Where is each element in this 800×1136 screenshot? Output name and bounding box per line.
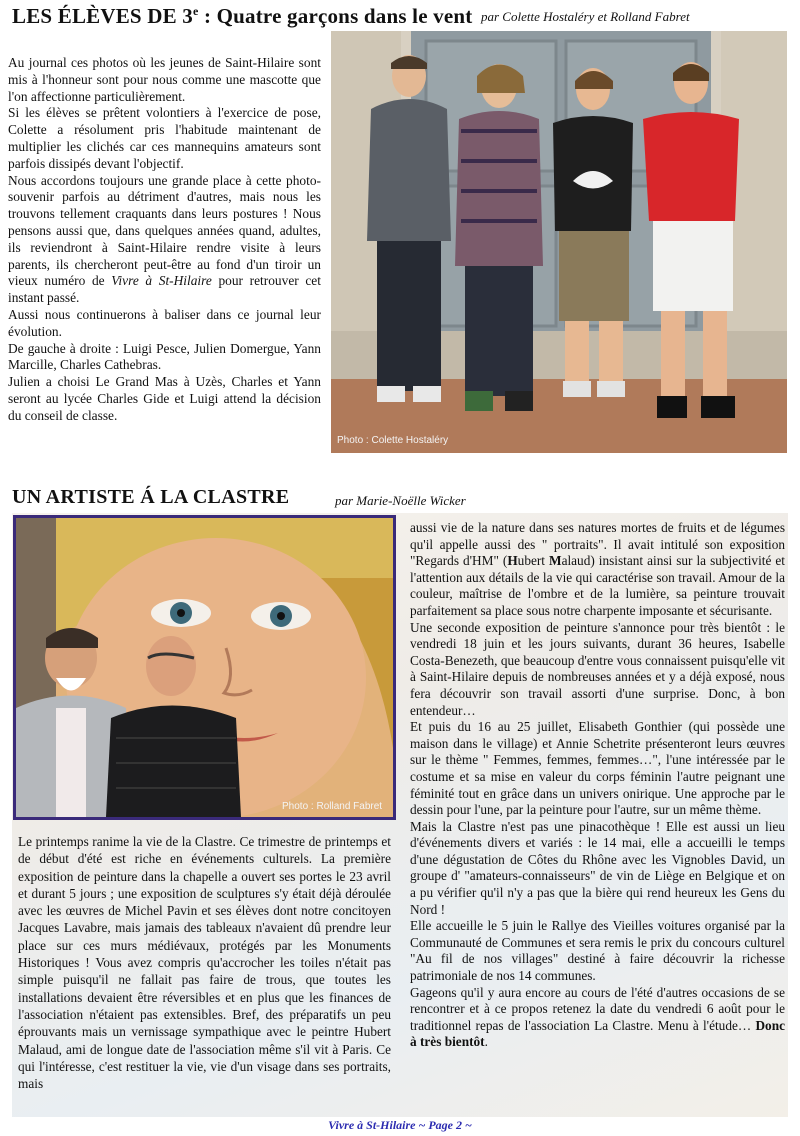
article2-paragraph: Une seconde exposition de peinture s'annonce pour très bientôt : le vendredi 18 juin et les jours suivants, durant 36 heures, Isabelle Costa-Benezeth, que beaucoup d'entre vous connaissent puisqu'elle vit à Saint-Hilaire depuis de nombreuses années et y a déjà exposé, nous fera découvrir son travail assorti d'une surprise. Donc, à bon entendeur… — [410, 619, 785, 718]
photo-credit: Photo : Colette Hostaléry — [337, 435, 449, 446]
article2-paragraph: aussi vie de la nature dans ses natures mortes de fruits et de légumes qu'il appelle aussi des " portraits". Il avait intitulé son exposition "Regards d'HM" (Hubert Malaud) insistant ainsi sur la subjectivité et l'attention aux détails de la vie qui caractérise son travail. Amour de la couleur, maîtrise de l'ombre et de la lumière, sa peinture trouvait parfaitement sa place sous notre charpente imposante et sécurisante. — [410, 520, 785, 618]
article1-paragraph: Aussi nous continuerons à baliser dans ce journal leur évolution. — [8, 306, 321, 339]
article2-title: UN ARTISTE Á LA CLASTRE — [12, 486, 290, 508]
artist-photo — [13, 515, 396, 820]
article1-title: LES ÉLÈVES DE 3e : Quatre garçons dans le vent — [12, 4, 473, 28]
article1-paragraph: Julien a choisi Le Grand Mas à Uzès, Charles et Yann seront au lycée Charles Gide et Luigi attend la décision du conseil de classe. — [8, 374, 321, 423]
article1-body — [8, 55, 321, 425]
article1-paragraph: Nous accordons toujours une grande place à cette photo-souvenir parfois au détriment d'autres, mais nous les trouvons tellement craquants dans leurs postures ! Nous pensons aussi que, dans quelques années quand, adultes, ils reviendront à Saint-Hilaire rendre visite à leurs parents, ils chercheront peut-être au fond d'un tiroir un vieux numéro de Vivre à St-Hilaire pour retrouver cet instant passé. — [8, 172, 321, 306]
page-footer: Vivre à St-Hilaire ~ Page 2 ~ — [328, 1118, 472, 1132]
article1-paragraph: De gauche à droite : Luigi Pesce, Julien Domergue, Yann Marcille, Charles Cathebras. — [8, 340, 321, 373]
article2-paragraph: Elle accueille le 5 juin le Rallye des Vieilles voitures organisé par la Communauté de Communes et sera remis le prix du concours culturel "Au fil de nos villages" destiné à faire découvrir la richesse patrimoniale de nos 14 communes. — [410, 918, 785, 984]
article2-paragraph: Le printemps ranime la vie de la Clastre. Ce trimestre de printemps et de début d'été est riche en événements culturels. La première exposition de peinture dans la chapelle a ouvert ses portes le 23 avril et durant 5 jours ; une exposition de sculptures s'y était déjà déroulée avec les œuvres de Michel Pavin et ses élèves dont notre concitoyen Jacques Lavabre, mais jamais des tableaux n'avaient dû prendre leur place sur ces murs médiévaux, protégés par les Monuments Historiques ! Vous avez compris qu'accrocher les toiles n'était pas simple puisqu'il ne fallait pas faire de trous, que toutes les installations devaient être réversibles et en plus que les finances de l'association n'étaient pas extensibles. Bref, des préparatifs un peu éprouvants mais un vernissage sympathique avec le peintre Hubert Malaud, ami de longue date de l'association même s'il vit à Paris. Ce qui l'intéresse, c'est restituer la vie, vie d'un visage dans ses portraits, mais — [18, 834, 391, 1092]
article2-paragraph: Gageons qu'il y aura encore au cours de l'été d'autres occasions de se rencontrer et à ce propos retenez la date du vendredi 6 août pour le traditionnel repas de l'association La Clastre. Menu à l'étude… Donc à très bientôt. — [410, 984, 785, 1050]
article2-right-column — [410, 520, 785, 1051]
journal-name: Vivre à St-Hilaire — [111, 273, 212, 289]
students-photo — [331, 31, 787, 453]
photo-credit: Photo : Rolland Fabret — [282, 801, 383, 812]
article1-paragraph: Si les élèves se prêtent volontiers à l'exercice de pose, Colette a résolument pris l'habitude maintenant de multiplier les clichés car ces mannequins amateurs sont parfois dissipés devant l'objectif. — [8, 105, 321, 171]
article2-paragraph: Et puis du 16 au 25 juillet, Elisabeth Gonthier (qui possède une maison dans le village) et Annie Schetrite présenteront leurs œuvres sur le thème " Femmes, femmes, femmes…", l'une intéressée par le costume et sa mise en valeur du corps féminin l'autre peignant une féminité tout en grâce dans un univers onirique. Une approche par le dessin pour l'une, par la peinture pour l'autre, sur un même thème. — [410, 719, 785, 818]
article2-byline: par Marie-Noëlle Wicker — [335, 493, 466, 508]
article1-paragraph: Au journal ces photos où les jeunes de Saint-Hilaire sont mis à l'honneur sont pour nous comme une mascotte que l'on affectionne particulièrement. — [8, 55, 321, 104]
article2-paragraph: Mais la Clastre n'est pas une pinacothèque ! Elle est aussi un lieu d'événements divers et variés : le 14 mai, elle a accueilli le temps d'une dégustation de Côtes du Rhône avec les Vignobles David, un groupe d' "amateurs-connaisseurs" de vin de Liège en Belgique et on a pu vérifier qu'il n'y a pas que la bière qui rend heureux les Gens du Nord ! — [410, 818, 785, 917]
article1-byline: par Colette Hostaléry et Rolland Fabret — [481, 9, 690, 24]
article2-left-column — [18, 833, 391, 1092]
